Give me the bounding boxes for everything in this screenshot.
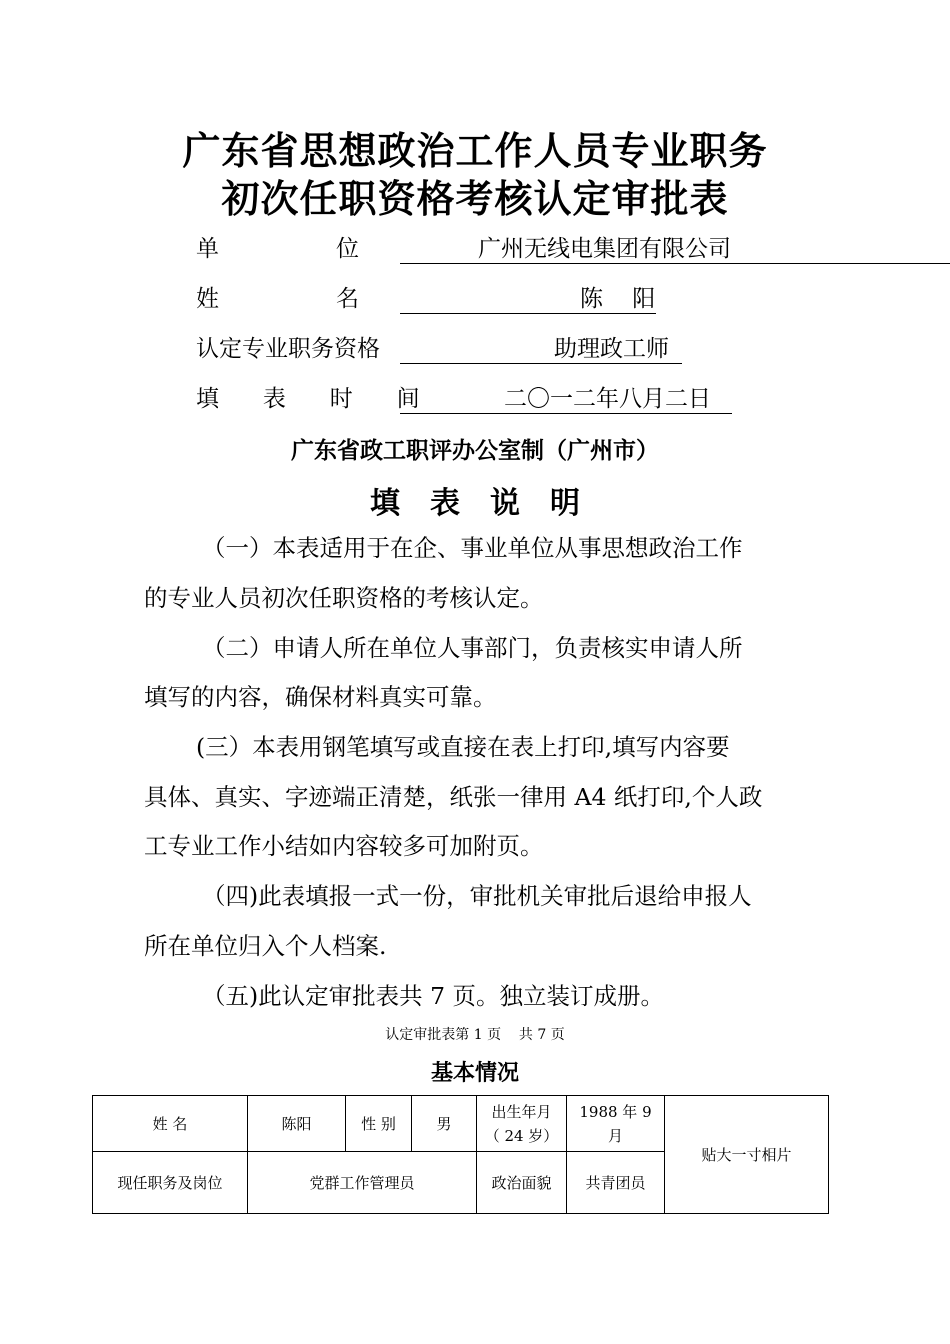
name-value-cell: 陈阳 [248,1096,346,1152]
gender-label-cell: 性 别 [346,1096,412,1152]
instruction-line: 具体、真实、字迹端正清楚，纸张一律用 A4 纸打印,个人政 [144,783,763,811]
instruction-line: 的专业人员初次任职资格的考核认定。 [144,584,544,612]
political-label-cell: 政治面貌 [477,1152,567,1214]
field-name-value: 陈 阳 [580,286,656,312]
instruction-line: 工专业工作小结如内容较多可加附页。 [144,832,544,860]
birth-label-line2: （ 24 岁） [484,1126,559,1145]
birth-value-line2: 月 [607,1126,623,1145]
field-unit-label: 单 位 [196,236,359,262]
field-date-value: 二〇一二年八月二日 [504,386,711,412]
form-title-line1: 广东省思想政治工作人员专业职务 [182,129,768,173]
issuing-office: 广东省政工职评办公室制（广州市） [291,438,659,464]
field-qualification-label: 认定专业职务资格 [196,336,380,362]
gender-value-cell: 男 [412,1096,477,1152]
field-qualification-value: 助理政工师 [554,336,669,362]
instruction-line: （五)此认定审批表共 7 页。独立装订成册。 [202,982,665,1010]
table-row [93,1096,829,1152]
instruction-line: 所在单位归入个人档案. [144,932,387,960]
basic-info-title: 基本情况 [430,1060,519,1086]
instruction-line: (三）本表用钢笔填写或直接在表上打印,填写内容要 [196,733,730,761]
instruction-line: （一）本表适用于在企、事业单位从事思想政治工作 [202,534,743,562]
position-label-cell: 现任职务及岗位 [93,1152,248,1214]
field-name-label: 姓 名 [196,286,359,312]
form-title-line2: 初次任职资格考核认定审批表 [221,177,729,221]
instructions-heading: 填表说明 [370,486,610,521]
instruction-line: （四)此表填报一式一份，审批机关审批后退给申报人 [202,882,752,910]
birth-value-line1: 1988 年 9 [579,1102,652,1121]
photo-cell: 贴大一寸相片 [665,1096,829,1214]
field-date-label: 填 表 时 间 [196,386,420,412]
basic-info-table [92,1095,829,1214]
instruction-line: 填写的内容，确保材料真实可靠。 [144,683,497,711]
instruction-line: （二）申请人所在单位人事部门，负责核实申请人所 [202,634,743,662]
birth-label-line1: 出生年月 [491,1102,552,1121]
political-value-cell: 共青团员 [567,1152,665,1214]
position-value-cell: 党群工作管理员 [248,1152,477,1214]
birth-label-cell [477,1096,567,1152]
birth-value-cell [567,1096,665,1152]
page-number-note: 认定审批表第 1 页 共 7 页 [385,1027,565,1043]
name-label-cell: 姓 名 [93,1096,248,1152]
field-unit-value: 广州无线电集团有限公司 [478,236,731,262]
